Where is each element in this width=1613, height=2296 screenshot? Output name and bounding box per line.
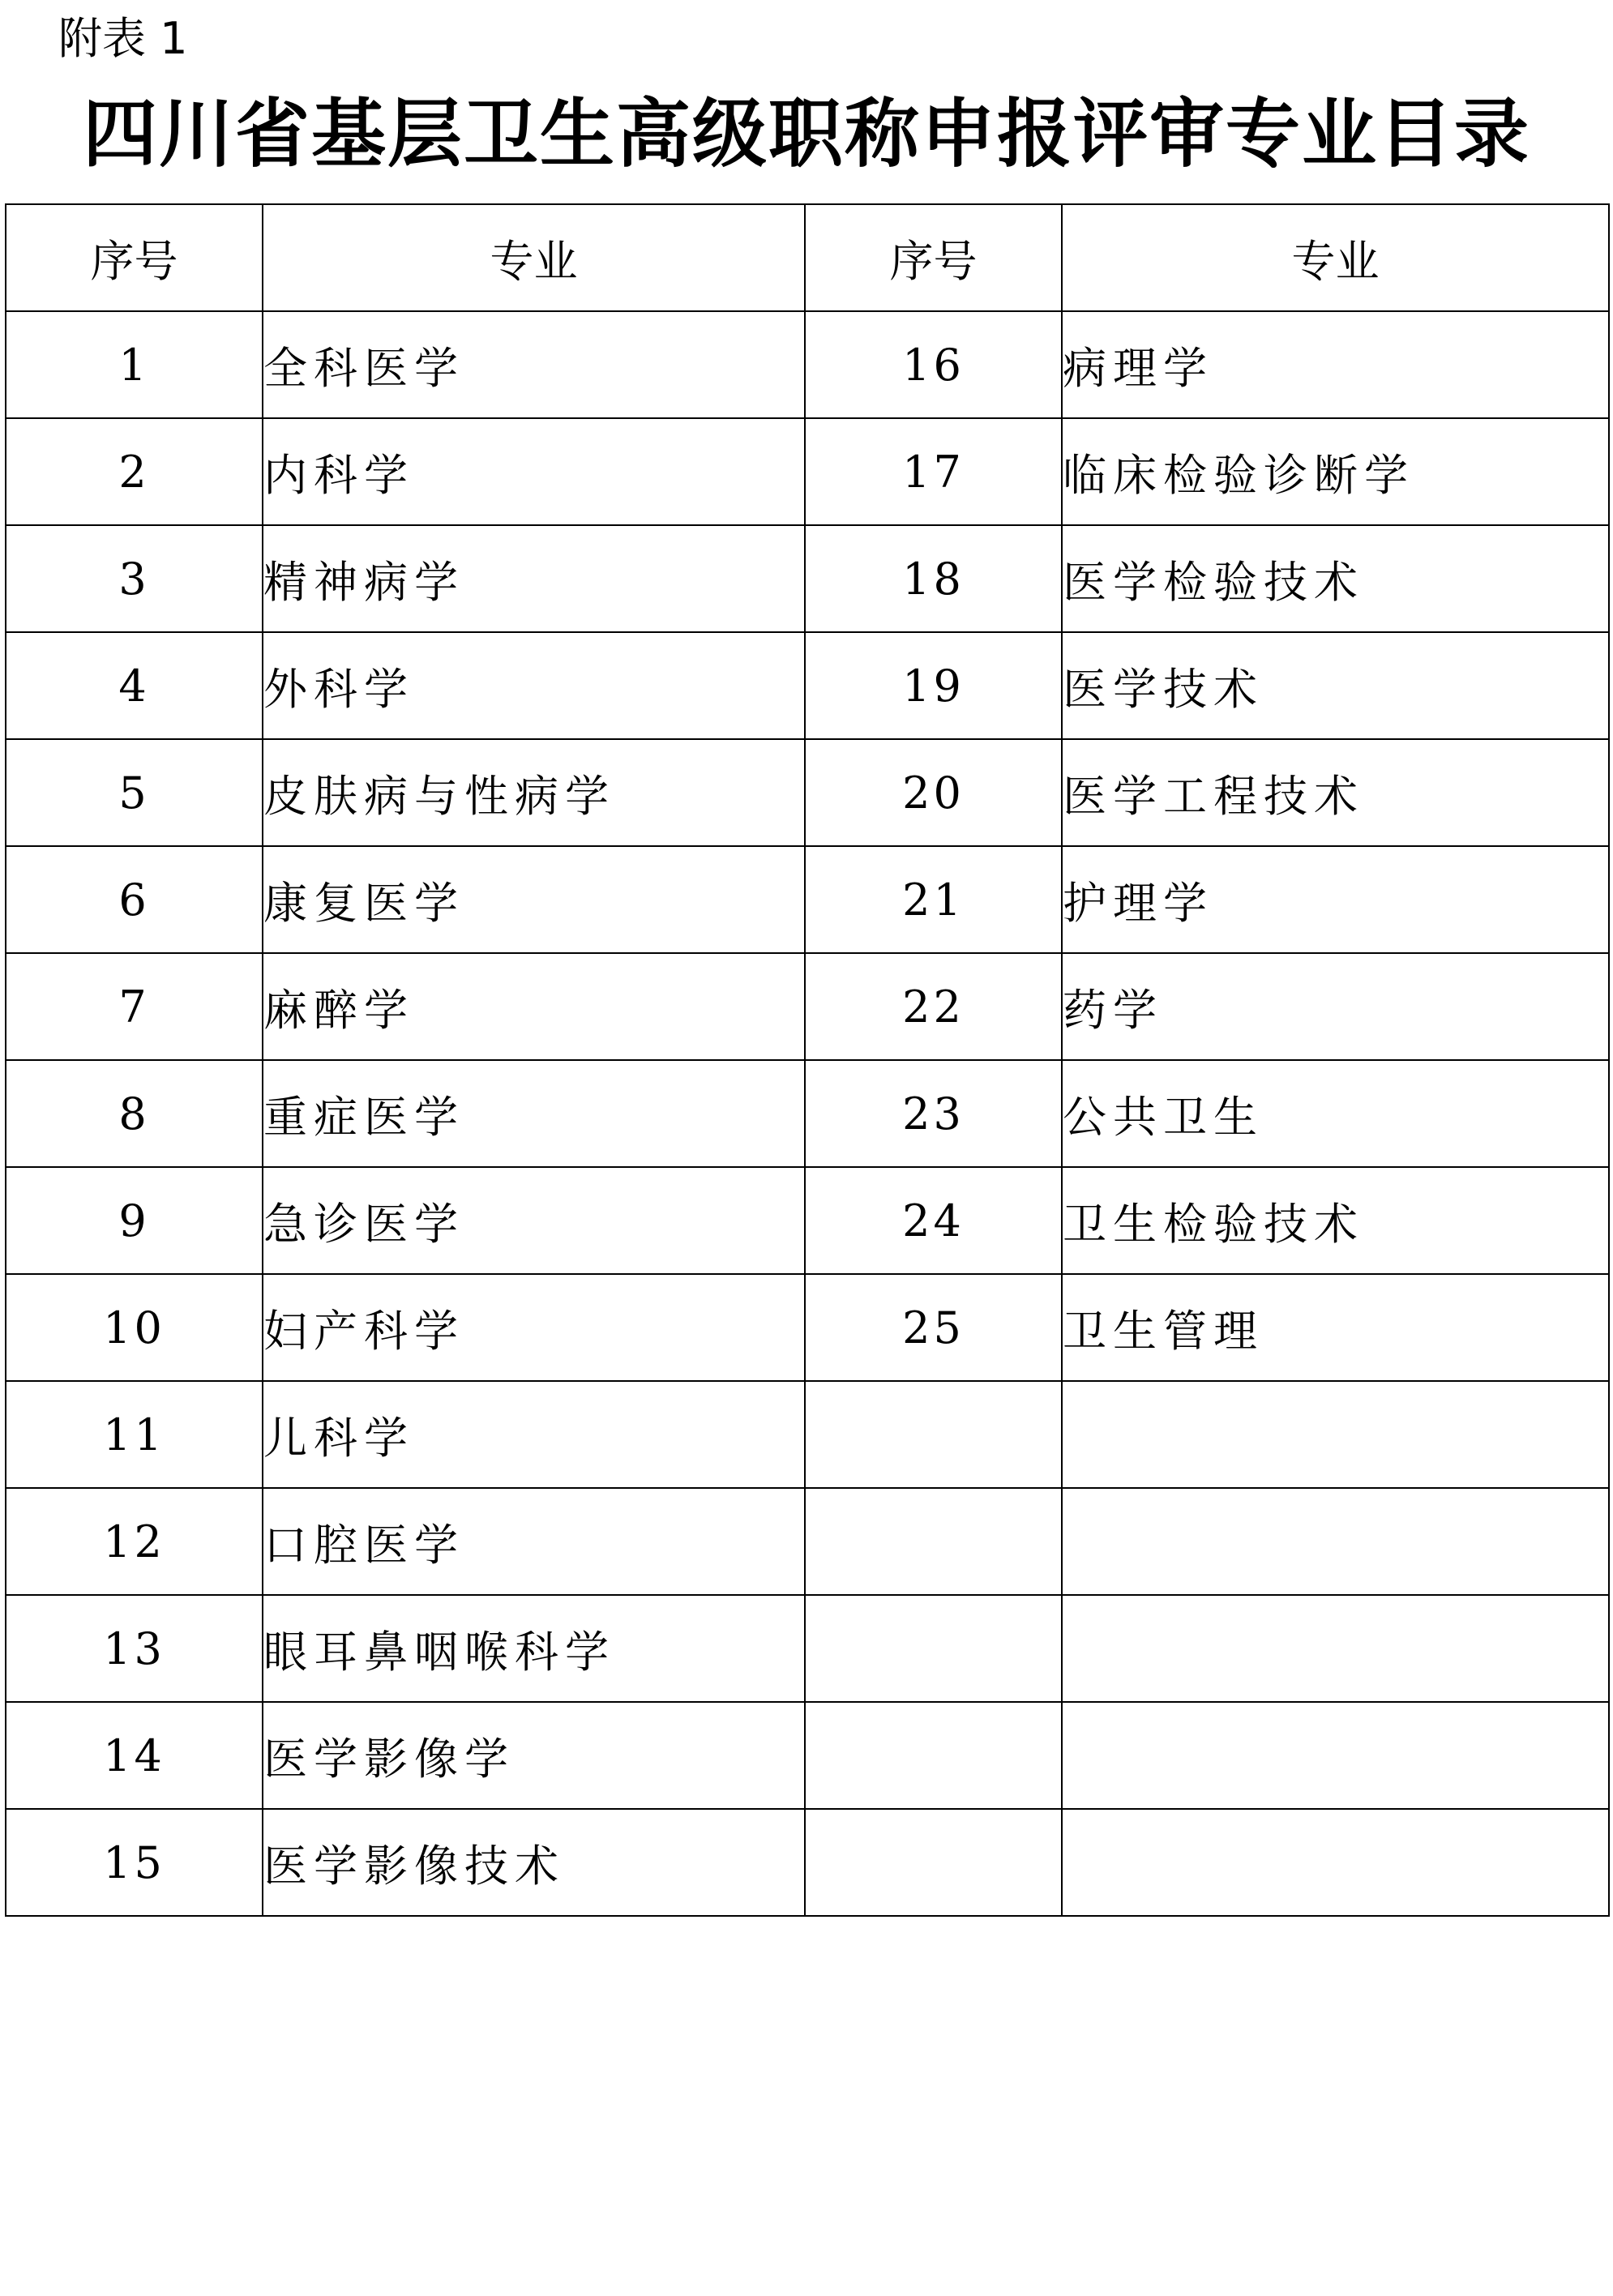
specialty-cell: 精神病学 [263, 525, 805, 632]
table-row [6, 1702, 1609, 1809]
serial-cell [805, 1381, 1062, 1488]
table-header-row [6, 204, 1609, 311]
specialty-cell: 儿科学 [263, 1381, 805, 1488]
serial-cell: 18 [805, 525, 1062, 632]
table-row [6, 1381, 1609, 1488]
specialty-catalog-table [5, 203, 1610, 1917]
specialty-cell: 重症医学 [263, 1060, 805, 1167]
serial-cell [805, 1595, 1062, 1702]
specialty-cell: 妇产科学 [263, 1274, 805, 1381]
serial-cell: 14 [6, 1702, 263, 1809]
serial-cell: 4 [6, 632, 263, 739]
specialty-cell [1062, 1381, 1609, 1488]
serial-cell: 17 [805, 418, 1062, 525]
table-row [6, 632, 1609, 739]
header-specialty-left: 专业 [263, 204, 805, 311]
serial-cell: 3 [6, 525, 263, 632]
serial-cell: 1 [6, 311, 263, 418]
specialty-cell: 护理学 [1062, 846, 1609, 953]
specialty-cell: 康复医学 [263, 846, 805, 953]
serial-cell: 7 [6, 953, 263, 1060]
serial-cell: 2 [6, 418, 263, 525]
header-serial-right: 序号 [805, 204, 1062, 311]
specialty-cell: 急诊医学 [263, 1167, 805, 1274]
specialty-cell [1062, 1809, 1609, 1916]
serial-cell: 15 [6, 1809, 263, 1916]
table-row [6, 525, 1609, 632]
specialty-cell: 口腔医学 [263, 1488, 805, 1595]
serial-cell: 12 [6, 1488, 263, 1595]
serial-cell: 5 [6, 739, 263, 846]
serial-cell: 6 [6, 846, 263, 953]
specialty-cell [1062, 1595, 1609, 1702]
table-row [6, 418, 1609, 525]
specialty-cell: 眼耳鼻咽喉科学 [263, 1595, 805, 1702]
specialty-cell: 麻醉学 [263, 953, 805, 1060]
serial-cell: 9 [6, 1167, 263, 1274]
attachment-label: 附表 1 [58, 13, 188, 64]
table-row [6, 1167, 1609, 1274]
table-row [6, 311, 1609, 418]
serial-cell: 23 [805, 1060, 1062, 1167]
table-row [6, 1060, 1609, 1167]
specialty-cell: 卫生管理 [1062, 1274, 1609, 1381]
specialty-cell: 卫生检验技术 [1062, 1167, 1609, 1274]
specialty-cell: 外科学 [263, 632, 805, 739]
table-row [6, 1488, 1609, 1595]
specialty-cell: 皮肤病与性病学 [263, 739, 805, 846]
specialty-cell [1062, 1488, 1609, 1595]
serial-cell: 22 [805, 953, 1062, 1060]
specialty-cell: 临床检验诊断学 [1062, 418, 1609, 525]
serial-cell: 8 [6, 1060, 263, 1167]
specialty-cell: 医学检验技术 [1062, 525, 1609, 632]
specialty-cell: 全科医学 [263, 311, 805, 418]
serial-cell: 16 [805, 311, 1062, 418]
specialty-cell: 医学技术 [1062, 632, 1609, 739]
serial-cell [805, 1488, 1062, 1595]
serial-cell [805, 1702, 1062, 1809]
serial-cell: 13 [6, 1595, 263, 1702]
specialty-cell: 公共卫生 [1062, 1060, 1609, 1167]
table-row [6, 1809, 1609, 1916]
specialty-cell: 医学影像技术 [263, 1809, 805, 1916]
serial-cell: 21 [805, 846, 1062, 953]
table-row [6, 739, 1609, 846]
serial-cell: 25 [805, 1274, 1062, 1381]
serial-cell: 10 [6, 1274, 263, 1381]
specialty-cell: 内科学 [263, 418, 805, 525]
page-title: 四川省基层卫生高级职称申报评审专业目录 [82, 90, 1530, 177]
header-serial-left: 序号 [6, 204, 263, 311]
serial-cell: 20 [805, 739, 1062, 846]
table-row [6, 953, 1609, 1060]
specialty-cell: 医学工程技术 [1062, 739, 1609, 846]
table-row [6, 1595, 1609, 1702]
specialty-cell [1062, 1702, 1609, 1809]
specialty-cell: 药学 [1062, 953, 1609, 1060]
serial-cell: 24 [805, 1167, 1062, 1274]
table-row [6, 1274, 1609, 1381]
serial-cell: 19 [805, 632, 1062, 739]
table-row [6, 846, 1609, 953]
serial-cell: 11 [6, 1381, 263, 1488]
serial-cell [805, 1809, 1062, 1916]
specialty-cell: 病理学 [1062, 311, 1609, 418]
specialty-cell: 医学影像学 [263, 1702, 805, 1809]
header-specialty-right: 专业 [1062, 204, 1609, 311]
